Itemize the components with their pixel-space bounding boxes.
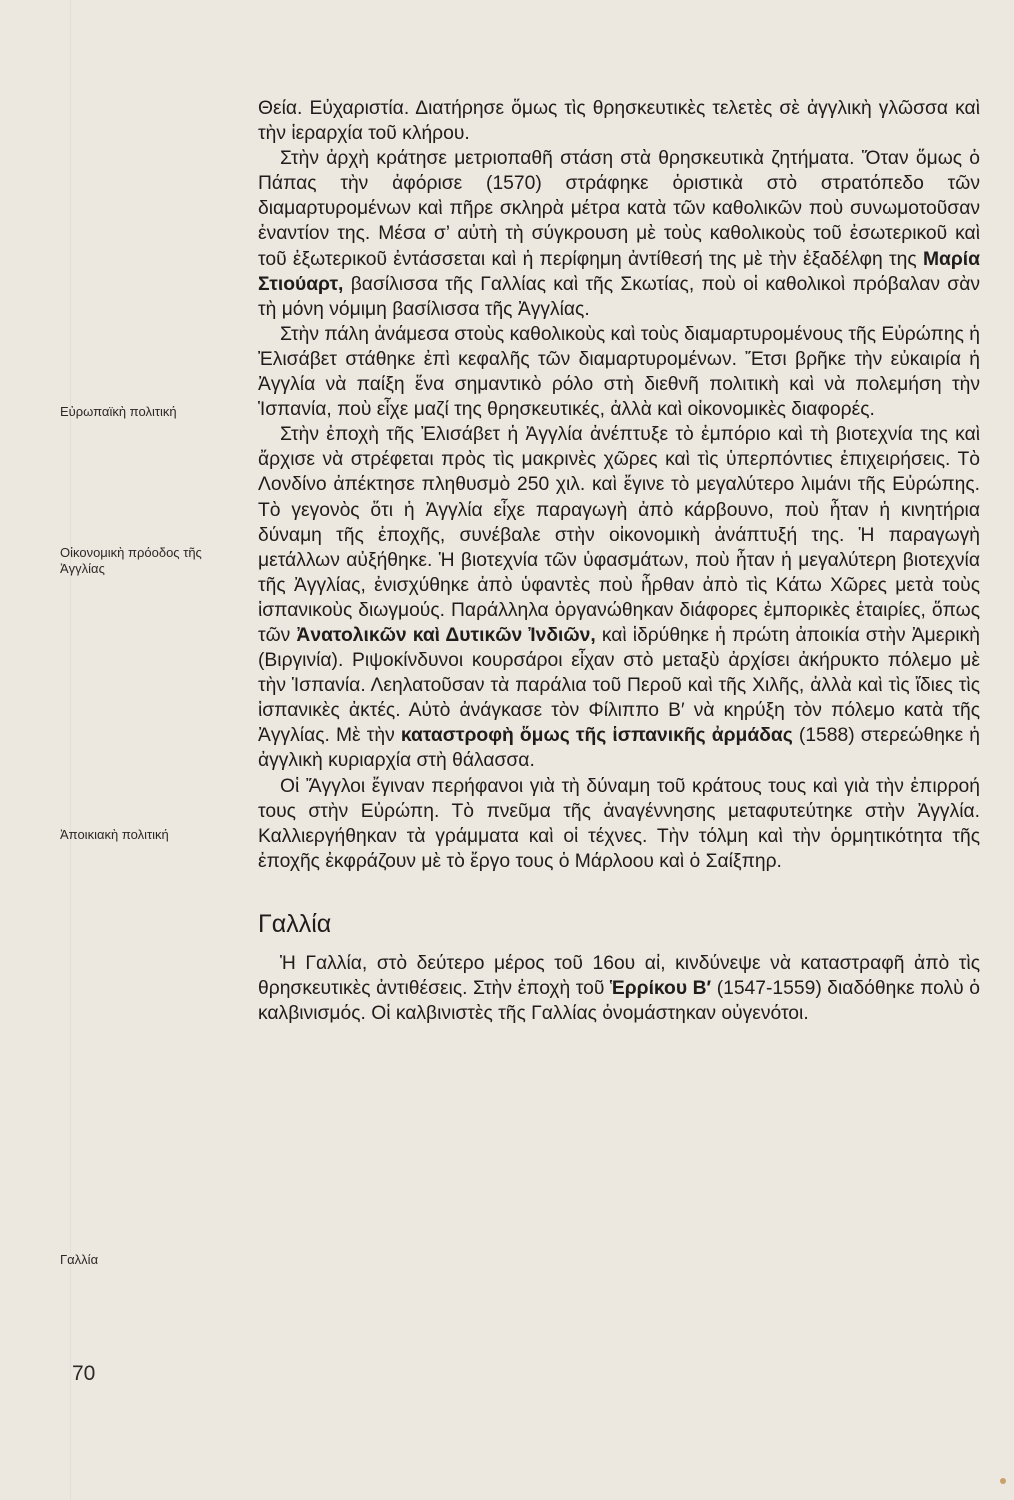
main-text (258, 96, 980, 1026)
margin-note-france: Γαλλία (60, 1252, 99, 1267)
armada-destruction-term: καταστροφὴ ὅμως τῆς ἱσπανικῆς ἀρμάδας (400, 725, 793, 747)
margin-note-economic-progress: Οἰκονομικὴ πρόοδος τῆς Ἀγγλίας (60, 545, 202, 576)
margin-note-european-policy: Εὐρωπαϊκὴ πολιτική (60, 404, 177, 419)
paragraph-6-text-c: (1547-1559) διαδόθηκε πολὺ ὁ καλβινισμός. Οἱ καλβινιστὲς τῆς Γαλλίας ὀνομάστηκαν οὐγενότοι. (258, 978, 980, 1025)
paragraph-2-text-a: Στὴν ἀρχὴ κράτησε μετριοπαθῆ στάση στὰ θρησκευτικὰ ζητήματα. Ὅταν ὅμως ὁ Πάπας τὴν ἀφόρισε (1570) στράφηκε ὁριστικὰ στὸ στρατόπεδο τῶν διαμαρτυρομένων καὶ πῆρε σκληρὰ μέτρα κατὰ τῶν καθολικῶν ποὺ συνωμοτοῦσαν ἐναντίον της. Μέσα σ’ αὐτὴ τὴ σύγκρουση μὲ τοὺς καθολικοὺς τοῦ ἐσωτερικοῦ καὶ τοῦ ἐξωτερικοῦ ἐντάσσεται καὶ ἡ περίφημη ἀντίθεσή της μὲ τὴν ἐξαδέλφη της (258, 148, 980, 270)
paragraph-2-text-c: βασίλισσα τῆς Γαλλίας καὶ τῆς Σκωτίας, ποὺ οἱ καθολικοὶ πρόβαλαν σὰν τὴ μόνη νόμιμη βασίλισσα τῆς Ἀγγλίας. (258, 273, 980, 320)
margin-note-colonial-policy: Ἀποικιακὴ πολιτική (60, 827, 169, 842)
paragraph-3: Στὴν πάλη ἀνάμεσα στοὺς καθολικοὺς καὶ τοὺς διαμαρτυρομένους τῆς Εὐρώπης ἡ Ἐλισάβετ στάθηκε ἐπὶ κεφαλῆς τῶν διαμαρτυρομένων. Ἔτσι βρῆκε τὴν εὐκαιρία ἡ Ἀγγλία νὰ παίξη ἕνα σημαντικὸ ρόλο στὴ διεθνῆ πολιτικὴ καὶ νὰ πολεμήση τὴν Ἱσπανία, ποὺ εἶχε μαζί της θρησκευτικές, ἀλλὰ καὶ οἰκονομικὲς διαφορές. (258, 323, 980, 421)
mary-stuart-term: Μαρία Στιούαρτ, (258, 248, 980, 295)
paragraph-4 (258, 422, 980, 773)
henry-ii-term: Ἑρρίκου Β′ (609, 978, 712, 999)
paragraph-4-text-a: Στὴν ἐποχὴ τῆς Ἐλισάβετ ἡ Ἀγγλία ἀνέπτυξε τὸ ἐμπόριο καὶ τὴ βιοτεχνία της καὶ ἄρχισε νὰ στρέφεται πρὸς τὶς μακρινὲς χῶρες καὶ τὶς ὑπερπόντιες ἐπιχειρήσεις. Τὸ Λονδίνο ἀπέκτησε πληθυσμὸ 250 χιλ. καὶ ἔγινε τὸ μεγαλύτερο λιμάνι τῆς Εὐρώπης. Τὸ γεγονὸς ὅτι ἡ Ἀγγλία εἶχε παραγωγὴ ἀπὸ κάρβουνο, ποὺ ἦταν ἡ κινητήρια δύναμη τῆς ἐποχῆς, συνέβαλε στὴν οἰκονομικὴ ἀνάπτυξή της. Ἡ παραγωγὴ μετάλλων αὐξήθηκε. Ἡ βιοτεχνία τῶν ὑφασμάτων, ποὺ ἦταν ἡ μεγαλύτερη βιοτεχνία τῆς Ἀγγλίας, ἐνισχύθηκε ἀπὸ ὑφαντὲς ποὺ ἦρθαν ἀπὸ τὶς Κάτω Χῶρες μετὰ τοὺς ἱσπανικοὺς διωγμούς. Παράλληλα ὀργανώθηκαν διάφορες ἐμπορικὲς ἑταιρίες, ὅπως τῶν (258, 424, 980, 646)
paragraph-6 (258, 951, 980, 1026)
ink-speck (1000, 1478, 1006, 1484)
section-heading-france: Γαλλία (258, 909, 332, 938)
paragraph-2 (258, 146, 980, 322)
paragraph-5: Οἱ Ἄγγλοι ἔγιναν περήφανοι γιὰ τὴ δύναμη τοῦ κράτους τους καὶ γιὰ τὴν ἐπιρροή τους στὴν Εὐρώπη. Τὸ πνεῦμα τῆς ἀναγέννησης μεταφυτεύτηκε στὴν Ἀγγλία. Καλλιεργήθηκαν τὰ γράμματα καὶ οἱ τέχνες. Τὴν τόλμη καὶ τὴν ὁρμητικότητα τῆς ἐποχῆς ἐκφράζουν μὲ τὸ ἔργο τους ὁ Μάρλοου καὶ ὁ Σαίξπηρ. (258, 775, 980, 872)
paragraph-6-text-a: Ἡ Γαλλία, στὸ δεύτερο μέρος τοῦ 16ου αἰ, κινδύνεψε νὰ καταστραφῆ ἀπὸ τὶς θρησκευτικὲς ἀντιθέσεις. Στὴν ἐποχὴ τοῦ (258, 952, 980, 999)
paragraph-4-text-e: (1588) στερεώθηκε ἡ ἀγγλικὴ κυριαρχία στὴ θάλασσα. (258, 725, 980, 772)
paragraph-4-text-c: καὶ ἱδρύθηκε ἡ πρώτη ἀποικία στὴν Ἀμερικὴ (Βιργινία). Ριψοκίνδυνοι κουρσάροι εἶχαν στὸ μεταξὺ ἀρχίσει ἀκήρυκτο πόλεμο μὲ τὴν Ἱσπανία. Λεηλατοῦσαν τὰ παράλια τοῦ Περοῦ καὶ τῆς Χιλῆς, ἀλλὰ καὶ τὶς ἴδιες τὶς ἱσπανικὲς ἀκτές. Αὐτὸ ἀνάγκασε τὸν Φίλιππο Β′ νὰ κηρύξη τὸν πόλεμο κατὰ τῆς Ἀγγλίας. Μὲ τὴν (258, 624, 980, 747)
page-number: 70 (72, 1362, 96, 1385)
gutter-shadow (70, 0, 71, 1500)
paragraph-1: Θεία. Εὐχαριστία. Διατήρησε ὅμως τὶς θρησκευτικὲς τελετὲς σὲ ἀγγλικὴ γλῶσσα καὶ τὴν ἱεραρχία τοῦ κλήρου. (258, 98, 980, 145)
east-west-indies-term: Ἀνατολικῶν καὶ Δυτικῶν Ἰνδιῶν, (296, 624, 596, 646)
